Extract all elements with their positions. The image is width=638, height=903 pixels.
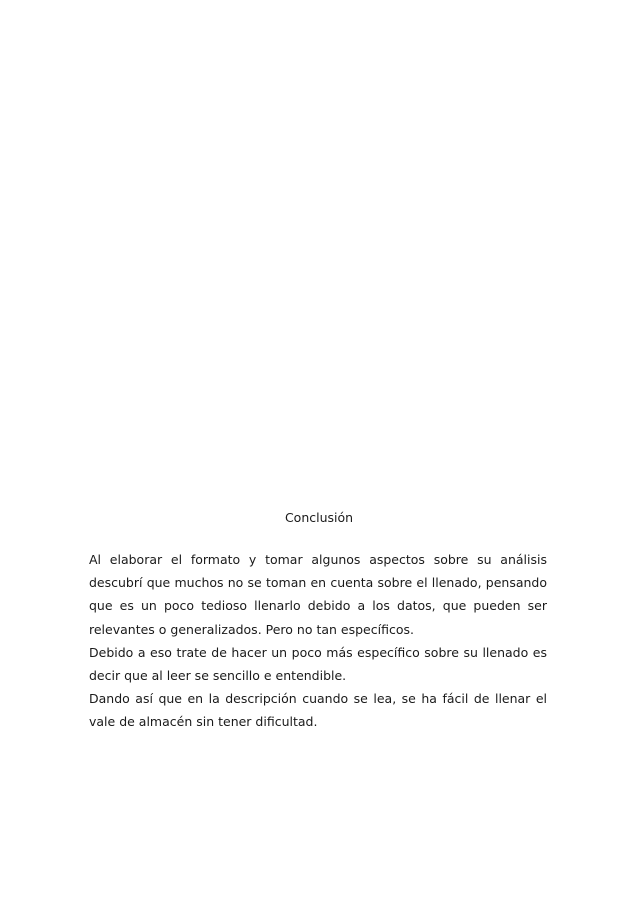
paragraph-1: Al elaborar el formato y tomar algunos aspectos sobre su análisis descubrí que muchos no se toman en cuenta sobre el llenado, pensando que es un poco tedioso llenarlo debido a los datos, que pueden ser relevantes o generalizados. Pero no tan específicos.	[89, 552, 547, 637]
paragraph-2: Debido a eso trate de hacer un poco más específico sobre su llenado es decir que al leer se sencillo e entendible.	[89, 644, 547, 684]
conclusion-heading: Conclusión	[284, 510, 354, 525]
conclusion-body	[89, 548, 547, 734]
paragraph-3: Dando así que en la descripción cuando se lea, se ha fácil de llenar el vale de almacén sin tener dificultad.	[89, 691, 547, 730]
